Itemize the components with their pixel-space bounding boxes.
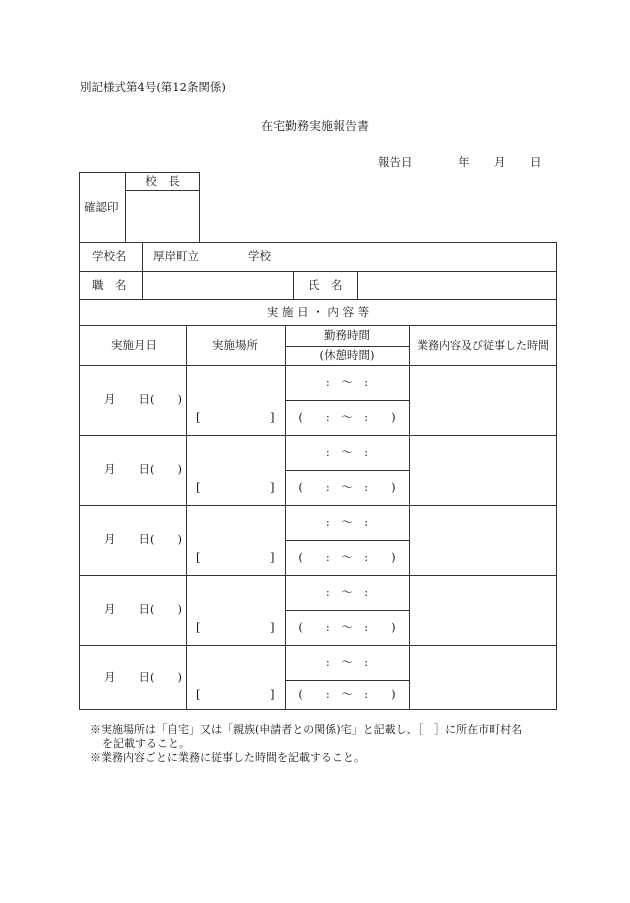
note-1-continued: を記載すること。 [102,737,190,750]
report-month-label: 月 [494,155,506,169]
work-time[interactable]: : 〜 : [325,655,369,669]
break-time[interactable]: ( : 〜 : ) [298,410,396,424]
break-time[interactable]: ( : 〜 : ) [298,620,396,634]
place-bracket-open: [ [196,480,201,494]
place-bracket-open: [ [196,410,201,424]
report-year-label: 年 [458,155,470,169]
place-bracket-close: ] [270,480,275,494]
col-hours-header: 勤務時間 [324,328,370,342]
row-date[interactable]: 月 日( ) [104,670,182,684]
approval-label: 確認印 [84,200,119,214]
row-date[interactable]: 月 日( ) [104,392,182,406]
document-title: 在宅勤務実施報告書 [260,119,369,133]
report-date-label: 報告日 [378,155,413,169]
note-1: ※実施場所は「自宅」又は「親族(申請者との関係)宅」と記載し、［ ］に所在市町村名 [90,723,523,736]
school-name-label: 学校名 [92,249,127,263]
row-date[interactable]: 月 日( ) [104,462,182,476]
work-time[interactable]: : 〜 : [325,515,369,529]
col-break-header: (休憩時間) [319,348,375,362]
report-day-label: 日 [530,155,542,169]
col-content-header: 業務内容及び従事した時間 [417,339,549,352]
col-place-header: 実施場所 [212,338,258,352]
position-label: 職 名 [92,278,127,292]
work-time[interactable]: : 〜 : [325,445,369,459]
place-bracket-open: [ [196,687,201,701]
principal-label: 校 長 [145,174,180,188]
work-time[interactable]: : 〜 : [325,375,369,389]
place-bracket-close: ] [270,620,275,634]
principal-stamp-area[interactable] [126,191,199,242]
row-date[interactable]: 月 日( ) [104,532,182,546]
place-bracket-close: ] [270,410,275,424]
full-name-field[interactable] [358,272,556,298]
place-bracket-close: ] [270,687,275,701]
place-bracket-open: [ [196,620,201,634]
row-date[interactable]: 月 日( ) [104,602,182,616]
col-date-header: 実施月日 [111,338,157,352]
break-time[interactable]: ( : 〜 : ) [298,480,396,494]
school-name-prefix: 厚岸町立 [153,249,199,263]
work-time[interactable]: : 〜 : [325,585,369,599]
break-time[interactable]: ( : 〜 : ) [298,687,396,701]
section-header: 実 施 日 ・ 内 容 等 [266,305,370,319]
school-name-suffix: 学校 [248,249,271,263]
full-name-label: 氏 名 [308,278,343,292]
break-time[interactable]: ( : 〜 : ) [298,550,396,564]
place-bracket-open: [ [196,550,201,564]
note-2: ※業務内容ごとに業務に従事した時間を記載すること。 [90,751,365,764]
position-field[interactable] [143,272,293,298]
place-bracket-close: ] [270,550,275,564]
form-number: 別記様式第4号(第12条関係) [80,80,226,94]
school-name-field[interactable] [200,244,246,270]
